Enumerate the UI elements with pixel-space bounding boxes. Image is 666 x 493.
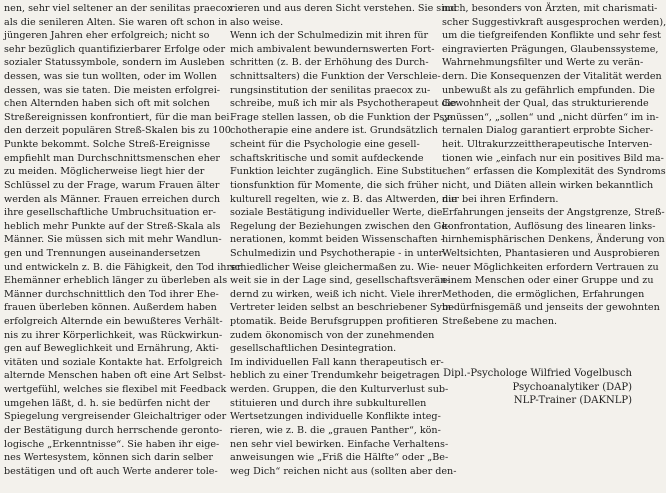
text-line: Männer durchschnittlich den Tod ihrer Ehe- <box>4 288 219 300</box>
text-line: hirnhemisphärischen Denkens, Änderung von <box>442 234 665 246</box>
text-line: nicht, und Diäten allein wirken bekanntlich <box>442 179 654 191</box>
text-line: Streßereignissen konfrontiert, für die man bei <box>4 111 230 123</box>
text-line: Funktion leichter zugänglich. Eine Substitu- <box>230 166 446 178</box>
text-line: schreibe, muß ich mir als Psychotherapeut die <box>230 98 457 110</box>
text-line: noch, besonders von Ärzten, mit charismati- <box>442 3 658 14</box>
text-line: nur bei ihren Erfindern. <box>442 193 559 205</box>
text-line: Männer. Sie müssen sich mit mehr Wandlun- <box>4 234 222 246</box>
text-line: nes Wertesystem, können sich darin selber <box>4 452 213 464</box>
text-line: „müssen“, „sollen“ und „nicht dürfen“ im in- <box>442 111 659 123</box>
text-line: Punkte bekommt. Solche Streß-Ereignisse <box>4 139 211 151</box>
text-line: dern. Die Konsequenzen der Vitalität werden <box>442 71 662 83</box>
text-line: rieren und aus deren Sicht verstehen. Sie sind <box>230 3 457 14</box>
text-line: zu meiden. Möglicherweise liegt hier der <box>4 166 205 178</box>
text-line: Gewohnheit der Qual, das strukturierende <box>442 98 649 110</box>
text-line: scheint für die Psychologie eine gesell- <box>230 139 420 151</box>
author-credential-1: Psychoanalytiker (DAP) <box>512 381 632 393</box>
text-line: heblich mehr Punkte auf der Streß-Skala als <box>4 220 221 232</box>
text-line: sozialer Statussymbole, sondern im Ausleben <box>4 57 225 69</box>
text-line: erfolgreich Alternde ein bewußteres Verhält- <box>4 316 223 328</box>
text-line: neuer Möglichkeiten erfordern Vertrauen zu <box>442 261 659 273</box>
text-line: nen sehr viel bewirken. Einfache Verhaltens- <box>230 438 449 450</box>
text-line: Regelung der Beziehungen zwischen den Ge- <box>230 220 451 232</box>
text-line: Frage stellen lassen, ob die Funktion der Psy- <box>230 111 453 123</box>
text-line: empfiehlt man Durchschnittsmenschen eher <box>4 152 221 164</box>
text-line: scher Suggestivkraft ausgesprochen werden), <box>442 16 666 28</box>
text-column-1 <box>4 2 242 478</box>
text-line: tionsfunktion für Momente, die sich früher <box>230 179 439 191</box>
text-line: weg Dich“ reichen nicht aus (sollten aber den- <box>230 465 457 477</box>
text-line: den derzeit populären Streß-Skalen bis zu 100 <box>4 125 231 137</box>
text-line: Vertreter leiden selbst an beschriebener Sym- <box>230 302 455 314</box>
text-line: tionen wie „einfach nur ein positives Bild ma- <box>442 152 664 164</box>
text-line: rieren, wie z. B. die „grauen Panther“, kön- <box>230 424 441 436</box>
text-line: nis zu ihrer Körperlichkeit, was Rückwirkun- <box>4 329 223 341</box>
text-line: Wenn ich der Schulmedizin mit ihren für <box>230 30 429 42</box>
text-line: soziale Bestätigung individueller Werte, die <box>230 207 443 219</box>
text-line: schnittsalters) die Funktion der Verschleie- <box>230 71 441 83</box>
text-line: chotherapie eine andere ist. Grundsätzlich <box>230 125 438 137</box>
text-line: jüngeren Jahren eher erfolgreich; nicht so <box>4 30 210 42</box>
text-line: werden. Gruppen, die den Kulturverlust sub- <box>230 384 449 396</box>
text-line: schaftskritische und somit aufdeckende <box>230 152 424 164</box>
text-column-2 <box>230 2 457 478</box>
text-line: heit. Ultrakurzzeittherapeutische Interven- <box>442 139 653 151</box>
text-line: Methoden, die ermöglichen, Erfahrungen <box>442 288 645 300</box>
text-line: gesellschaftlichen Desintegration. <box>230 343 397 355</box>
text-line: Ehemänner erheblich länger zu überleben als <box>4 275 228 287</box>
text-line: ternalen Dialog garantiert erprobte Sicher- <box>442 125 654 137</box>
text-line: nerationen, kommt beiden Wissenschaften - <box>230 234 444 246</box>
text-line: gen auf Beweglichkeit und Ernährung, Akti- <box>4 343 219 355</box>
text-line: sehr bezüglich quantifizierbarer Erfolge oder <box>4 43 226 55</box>
text-line: eingravierten Prägungen, Glaubenssysteme, <box>442 43 659 55</box>
text-line: bestätigen und oft auch Werte anderer tole- <box>4 465 218 477</box>
text-line: einem Menschen oder einer Gruppe und zu <box>442 275 654 287</box>
text-line: als die senileren Alten. Sie waren oft schon in <box>4 16 228 28</box>
text-line: schritten (z. B. der Erhöhung des Durch- <box>230 57 429 69</box>
text-line: schiedlicher Weise gleichermaßen zu. Wie- <box>230 261 439 273</box>
text-line: dessen, was sie taten. Die meisten erfolgrei- <box>4 84 221 96</box>
text-line: dessen, was sie tun wollten, oder im Wollen <box>4 71 217 83</box>
text-line: alternde Menschen haben oft eine Art Selbst- <box>4 370 226 382</box>
text-line: rungsinstitution der senilitas praecox zu- <box>230 84 431 96</box>
text-line: kulturell regelten, wie z. B. das Altwerden, die <box>230 193 457 205</box>
text-line: chen“ erfassen die Komplexität des Syndroms <box>442 166 666 178</box>
text-line: zudem ökonomisch von der zunehmenden <box>230 329 435 341</box>
text-line: Wahrnehmungsfilter und Werte zu verän- <box>442 57 644 69</box>
text-line: Spiegelung vergreisender Gleichaltriger oder <box>4 411 227 423</box>
text-line: wertgefühl, welches sie flexibel mit Feedback <box>4 384 227 396</box>
text-line: chen Alternden haben sich oft mit solchen <box>4 98 210 110</box>
text-column-3 <box>442 2 666 329</box>
text-line: nen, sehr viel seltener an der senilitas praecox <box>4 3 233 14</box>
text-line: also weise. <box>230 16 284 28</box>
text-line: stituieren und durch ihre subkulturellen <box>230 397 427 409</box>
text-line: konfrontation, Auflösung des linearen links- <box>442 220 656 232</box>
text-line: Im individuellen Fall kann therapeutisch er- <box>230 356 444 368</box>
text-line: gen und Trennungen auseinandersetzen <box>4 247 201 259</box>
author-signature <box>443 367 632 408</box>
text-line: anweisungen wie „Friß die Hälfte“ oder „Be- <box>230 452 449 464</box>
text-line: ptomatik. Beide Berufsgruppen profitieren <box>230 316 439 328</box>
text-line: logische „Erkenntnisse“. Sie haben ihr eige- <box>4 438 220 450</box>
text-line: dernd zu wirken, weiß ich nicht. Viele ihrer <box>230 288 442 300</box>
text-line: weit sie in der Lage sind, gesellschaftsverän- <box>230 275 450 287</box>
text-line: Streßebene zu machen. <box>442 316 558 328</box>
author-credential-2: NLP-Trainer (DAKNLP) <box>513 395 632 407</box>
text-line: unbewußt als zu gefährlich empfunden. Die <box>442 84 655 96</box>
text-line: und entwickeln z. B. die Fähigkeit, den Tod ihrer <box>4 261 242 273</box>
author-name: Dipl.-Psychologe Wilfried Vogelbusch <box>443 368 632 379</box>
text-line: vitäten und soziale Kontakte hat. Erfolgreich <box>4 356 223 368</box>
text-line: ihre gesellschaftliche Umbruchsituation er- <box>4 207 216 219</box>
text-line: um die tiefgreifenden Konflikte und sehr fest <box>442 30 662 42</box>
text-line: umgehen läßt, d. h. sie bedürfen nicht der <box>4 397 210 409</box>
text-line: bedürfnisgemäß und jenseits der gewohnten <box>442 302 660 314</box>
text-line: werden als Männer. Frauen erreichen durch <box>4 193 221 205</box>
text-line: Erfahrungen jenseits der Angstgrenze, Streß- <box>442 207 665 219</box>
text-line: Schulmedizin und Psychotherapie - in unter- <box>230 247 447 259</box>
text-line: frauen überleben können. Außerdem haben <box>4 302 217 314</box>
text-line: Schlüssel zu der Frage, warum Frauen älter <box>4 179 220 191</box>
text-line: Wertsetzungen individuelle Konflikte integ- <box>230 411 441 423</box>
text-line: der Bestätigung durch herrschende geronto- <box>4 424 223 436</box>
text-line: Weltsichten, Phantasieren und Ausprobieren <box>442 247 660 259</box>
text-line: mich ambivalent bewundernswerten Fort- <box>230 43 435 55</box>
text-line: heblich zu einer Trendumkehr beigetragen <box>230 370 440 382</box>
